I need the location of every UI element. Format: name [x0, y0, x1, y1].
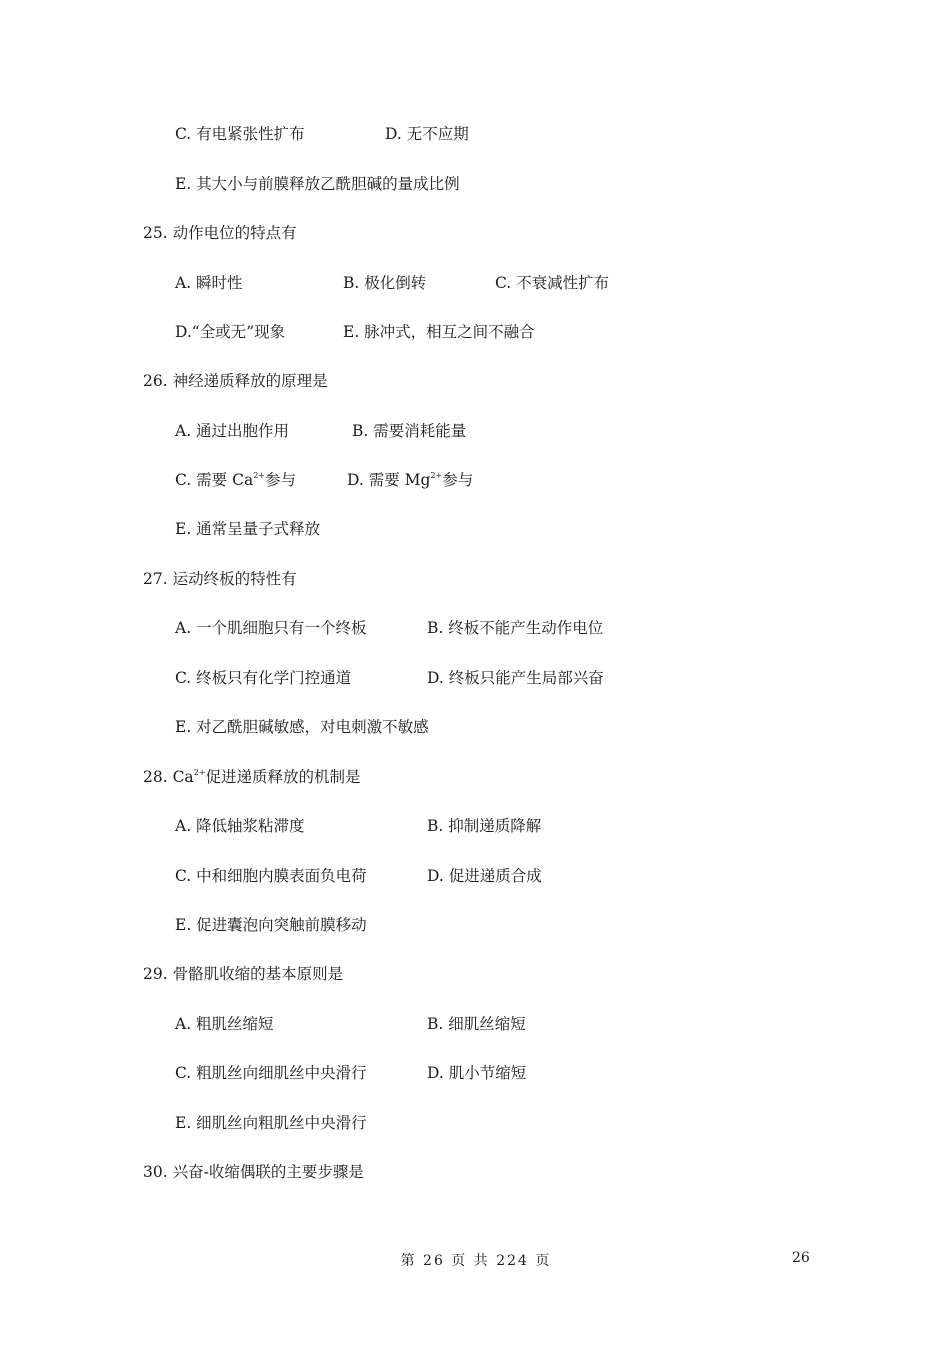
option-25-a: A. 瞬时性 [175, 274, 243, 292]
option-26-c: C. 需要 $Ca^{2+}$参与 [175, 470, 297, 489]
option-27-e: E. 对乙酰胆碱敏感，对电刺激不敏感 [175, 718, 429, 736]
option-28-e: E. 促进囊泡向突触前膜移动 [175, 916, 367, 934]
question-29: 29. 骨骼肌收缩的基本原则是 [143, 965, 344, 983]
option-29-e: E. 细肌丝向粗肌丝中央滑行 [175, 1114, 367, 1132]
option-29-d: D. 肌小节缩短 [427, 1064, 527, 1082]
option-28-a: A. 降低轴浆粘滞度 [175, 817, 305, 835]
option-25-c: C. 不衰减性扩布 [495, 274, 610, 292]
option-29-b: B. 细肌丝缩短 [427, 1015, 526, 1033]
option-24-e: E. 其大小与前膜释放乙酰胆碱的量成比例 [175, 175, 460, 193]
option-26-e: E. 通常呈量子式释放 [175, 520, 321, 538]
option-27-b: B. 终板不能产生动作电位 [427, 619, 604, 637]
page-number: 26 [792, 1250, 810, 1266]
option-26-a: A. 通过出胞作用 [175, 422, 290, 440]
option-26-b: B. 需要消耗能量 [352, 422, 467, 440]
option-27-a: A. 一个肌细胞只有一个终板 [175, 619, 367, 637]
option-29-c: C. 粗肌丝向细肌丝中央滑行 [175, 1064, 367, 1082]
page-count-label: 第 26 页 共 224 页 [400, 1253, 552, 1269]
option-27-c: C. 终板只有化学门控通道 [175, 669, 352, 687]
option-25-e: E. 脉冲式，相互之间不融合 [343, 323, 535, 341]
option-24-d: D. 无不应期 [385, 125, 469, 143]
option-28-c: C. 中和细胞内膜表面负电荷 [175, 867, 367, 885]
question-30: 30. 兴奋-收缩偶联的主要步骤是 [143, 1163, 364, 1181]
question-27: 27. 运动终板的特性有 [143, 570, 297, 588]
option-25-d: D.“全或无”现象 [175, 323, 286, 341]
question-26: 26. 神经递质释放的原理是 [143, 372, 328, 390]
option-26-d: D. 需要 $Mg^{2+}$参与 [347, 470, 474, 489]
option-25-b: B. 极化倒转 [343, 274, 427, 292]
option-24-c: C. 有电紧张性扩布 [175, 125, 305, 143]
option-28-b: B. 抑制递质降解 [427, 817, 542, 835]
option-27-d: D. 终板只能产生局部兴奋 [427, 669, 604, 687]
question-28: 28. $Ca^{2+}$促进递质释放的机制是 [143, 767, 361, 786]
option-29-a: A. 粗肌丝缩短 [175, 1015, 274, 1033]
question-25: 25. 动作电位的特点有 [143, 224, 297, 242]
option-28-d: D. 促进递质合成 [427, 867, 542, 885]
